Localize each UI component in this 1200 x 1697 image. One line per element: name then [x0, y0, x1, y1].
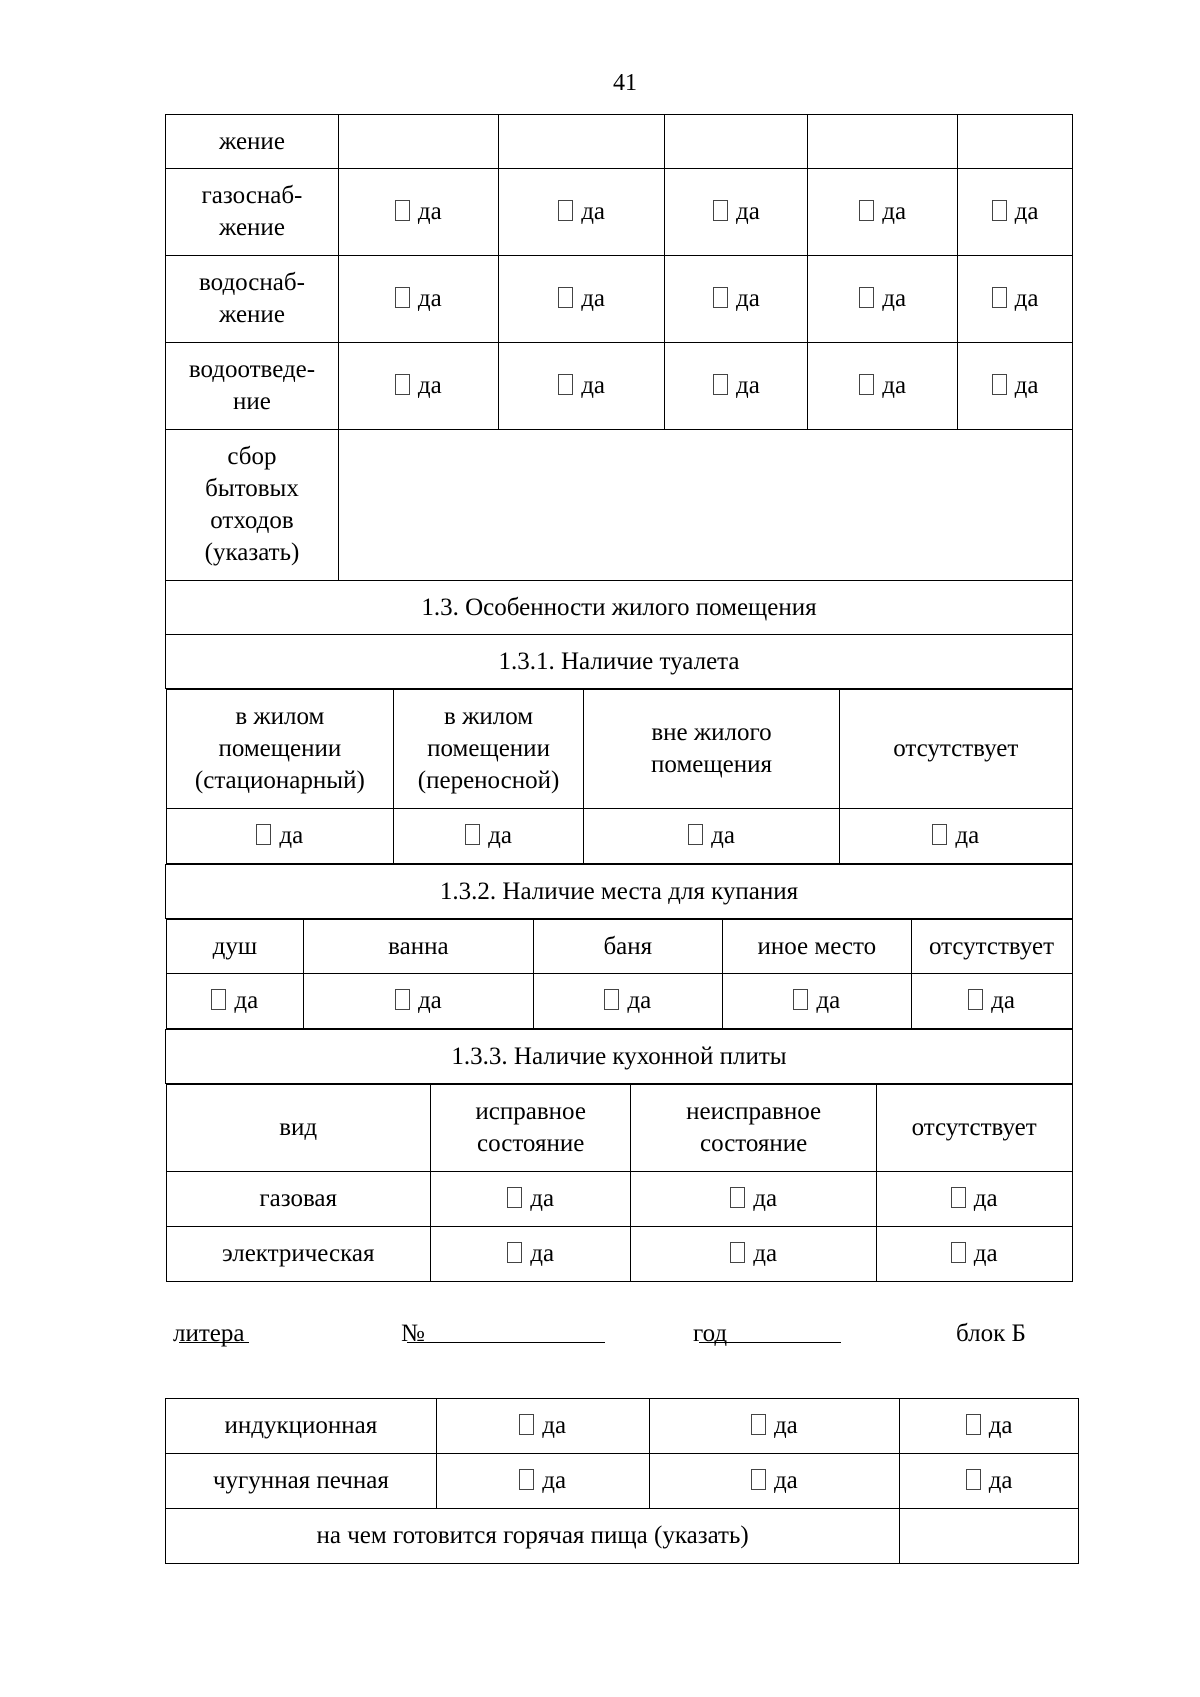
checkbox-cell[interactable]: да [631, 1172, 876, 1227]
toilet-header: в жилом помещении (переносной) [394, 690, 584, 809]
checkbox-cell[interactable]: да [876, 1227, 1072, 1282]
checkbox-icon[interactable] [992, 200, 1007, 221]
main-form-table [165, 114, 1073, 1282]
bathing-header: душ [166, 920, 304, 974]
checkbox-icon[interactable] [713, 287, 728, 308]
checkbox-icon[interactable] [688, 824, 703, 845]
checkbox-cell[interactable]: да [958, 256, 1073, 343]
block-label: блок Б [956, 1320, 1026, 1347]
checkbox-cell[interactable]: да [430, 1227, 631, 1282]
toilet-table [166, 689, 1073, 864]
stove-type-label: индукционная [166, 1399, 437, 1454]
checkbox-icon[interactable] [966, 1414, 981, 1435]
bathing-header: иное место [723, 920, 912, 974]
checkbox-cell[interactable]: да [649, 1399, 900, 1454]
checkbox-icon[interactable] [859, 287, 874, 308]
checkbox-cell[interactable]: да [665, 256, 808, 343]
checkbox-cell[interactable]: да [338, 169, 498, 256]
checkbox-icon[interactable] [713, 200, 728, 221]
checkbox-cell[interactable]: да [498, 343, 665, 430]
utility-label: газоснаб- жение [166, 169, 339, 256]
bathing-header: ванна [304, 920, 533, 974]
checkbox-cell[interactable]: да [304, 974, 533, 1029]
checkbox-icon[interactable] [713, 374, 728, 395]
utility-label: водоотведе- ние [166, 343, 339, 430]
checkbox-icon[interactable] [793, 989, 808, 1010]
checkbox-icon[interactable] [558, 374, 573, 395]
checkbox-icon[interactable] [951, 1242, 966, 1263]
checkbox-icon[interactable] [604, 989, 619, 1010]
bathing-header: баня [533, 920, 722, 974]
checkbox-icon[interactable] [859, 374, 874, 395]
checkbox-cell[interactable]: да [338, 256, 498, 343]
checkbox-icon[interactable] [465, 824, 480, 845]
hot-food-input-cell[interactable] [900, 1509, 1079, 1564]
checkbox-cell[interactable]: да [900, 1454, 1079, 1509]
checkbox-icon[interactable] [256, 824, 271, 845]
waste-label: сбор бытовых отходов (указать) [166, 430, 339, 581]
subsection-title-stove: 1.3.3. Наличие кухонной плиты [166, 1030, 1073, 1084]
checkbox-cell[interactable]: да [900, 1399, 1079, 1454]
checkbox-cell[interactable]: да [958, 343, 1073, 430]
checkbox-cell[interactable]: да [808, 343, 958, 430]
checkbox-cell[interactable]: да [583, 809, 839, 864]
checkbox-cell[interactable]: да [533, 974, 722, 1029]
toilet-header: отсутствует [840, 690, 1072, 809]
checkbox-cell[interactable]: да [430, 1172, 631, 1227]
stove-continued-table [165, 1398, 1079, 1564]
bathing-table [166, 919, 1073, 1029]
checkbox-cell[interactable]: да [166, 974, 304, 1029]
checkbox-icon[interactable] [932, 824, 947, 845]
checkbox-cell[interactable]: да [166, 809, 394, 864]
stove-type-label: газовая [166, 1172, 430, 1227]
checkbox-cell[interactable]: да [649, 1454, 900, 1509]
stove-type-label: чугунная печная [166, 1454, 437, 1509]
stove-header: вид [166, 1085, 430, 1172]
toilet-header: вне жилого помещения [583, 690, 839, 809]
checkbox-icon[interactable] [751, 1414, 766, 1435]
stove-table [166, 1084, 1073, 1282]
checkbox-cell[interactable]: да [958, 169, 1073, 256]
subsection-title-toilet: 1.3.1. Наличие туалета [166, 635, 1073, 689]
stove-header: отсутствует [876, 1085, 1072, 1172]
checkbox-cell[interactable]: да [665, 343, 808, 430]
checkbox-cell[interactable]: да [338, 343, 498, 430]
page-number: 41 [613, 70, 637, 96]
checkbox-cell[interactable]: да [911, 974, 1072, 1029]
checkbox-icon[interactable] [859, 200, 874, 221]
checkbox-icon[interactable] [558, 200, 573, 221]
checkbox-icon[interactable] [395, 287, 410, 308]
checkbox-icon[interactable] [730, 1187, 745, 1208]
checkbox-icon[interactable] [992, 374, 1007, 395]
toilet-header: в жилом помещении (стационарный) [166, 690, 394, 809]
bathing-header: отсутствует [911, 920, 1072, 974]
hot-food-label: на чем готовится горячая пища (указать) [166, 1509, 900, 1564]
checkbox-icon[interactable] [507, 1187, 522, 1208]
checkbox-cell[interactable]: да [631, 1227, 876, 1282]
stove-type-label: электрическая [166, 1227, 430, 1282]
checkbox-icon[interactable] [730, 1242, 745, 1263]
checkbox-cell[interactable]: да [876, 1172, 1072, 1227]
checkbox-cell[interactable]: да [498, 256, 665, 343]
checkbox-cell[interactable]: да [840, 809, 1072, 864]
checkbox-cell[interactable]: да [808, 256, 958, 343]
checkbox-icon[interactable] [966, 1469, 981, 1490]
section-title: 1.3. Особенности жилого помещения [166, 581, 1073, 635]
utility-label: водоснаб- жение [166, 256, 339, 343]
checkbox-icon[interactable] [395, 200, 410, 221]
checkbox-cell[interactable]: да [436, 1399, 649, 1454]
checkbox-icon[interactable] [507, 1242, 522, 1263]
checkbox-cell[interactable]: да [394, 809, 584, 864]
stove-header: исправное состояние [430, 1085, 631, 1172]
checkbox-icon[interactable] [395, 989, 410, 1010]
checkbox-cell[interactable]: да [723, 974, 912, 1029]
checkbox-icon[interactable] [519, 1469, 534, 1490]
checkbox-icon[interactable] [519, 1414, 534, 1435]
checkbox-cell[interactable]: да [498, 169, 665, 256]
waste-input-cell[interactable] [338, 430, 1072, 581]
checkbox-icon[interactable] [968, 989, 983, 1010]
utility-label: жение [166, 115, 339, 169]
checkbox-cell[interactable]: да [665, 169, 808, 256]
subsection-title-bathing: 1.3.2. Наличие места для купания [166, 865, 1073, 919]
checkbox-icon[interactable] [395, 374, 410, 395]
checkbox-icon[interactable] [211, 989, 226, 1010]
checkbox-cell[interactable]: да [808, 169, 958, 256]
checkbox-icon[interactable] [992, 287, 1007, 308]
checkbox-icon[interactable] [751, 1469, 766, 1490]
stove-header: неисправное состояние [631, 1085, 876, 1172]
checkbox-icon[interactable] [951, 1187, 966, 1208]
checkbox-cell[interactable]: да [436, 1454, 649, 1509]
checkbox-icon[interactable] [558, 287, 573, 308]
